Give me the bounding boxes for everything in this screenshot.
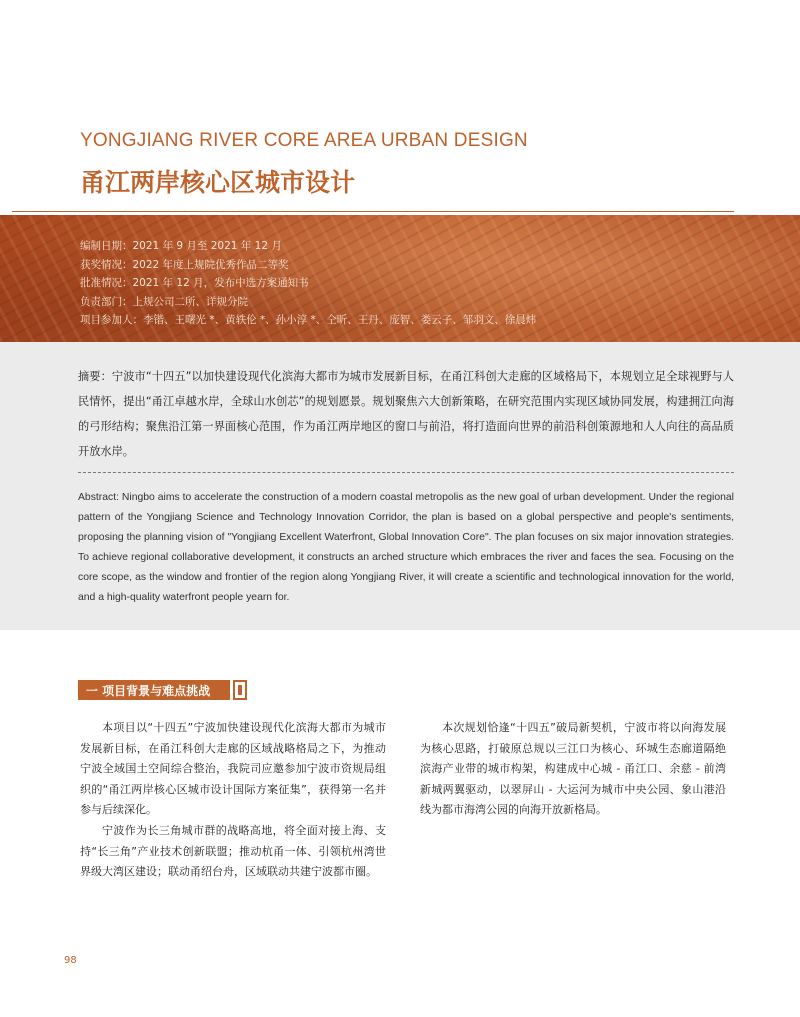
bracket-icon <box>233 680 247 700</box>
english-title: YONGJIANG RIVER CORE AREA URBAN DESIGN <box>80 130 528 151</box>
body-paragraph: 宁波作为长三角城市群的战略高地，将全面对接上海、支持“长三角”产业技术创新联盟；推动杭甬一体、引领杭州湾世界级大湾区建设；联动甬绍台舟，区域联动共建宁波都市圈。 <box>80 823 386 879</box>
abstract-english: Abstract: Ningbo aims to accelerate the construction of a modern coastal metropolis as the new goal of urban development. Under the regional pattern of the Yongjiang Science and Technology Innovation Corridor, the plan is based on a global perspective and people's sentiments, proposing the planning vision of "Yongjiang Excellent Waterfront, Global Innovation Core". The plan focuses on six major innovation strategies. To achieve regional collaborative development, it constructs an arched structure which embraces the river and faces the sea. Focusing on the core scope, as the window and frontier of the region along Yongjiang River, it will create a scientific and technological innovation for the world, and a high-quality waterfront people yearn for. <box>78 492 734 603</box>
section-heading-text: 一 项目背景与难点挑战 <box>86 684 211 698</box>
info-participants: 项目参加人：李锴、王曙光 *、黄轶伦 *、孙小淳 *、仝昕、王丹、庞智、娄云子、邹羽文、徐晨炜 <box>80 314 537 327</box>
project-info-list <box>80 237 536 330</box>
abstract-divider <box>78 472 734 473</box>
project-info-banner <box>0 215 800 342</box>
body-paragraph: 本项目以“十四五”宁波加快建设现代化滨海大都市为城市发展新目标，在甬江科创大走廊的区域战略格局之下，为推动宁波全域国土空间综合整治，我院司应邀参加宁波市资规局组织的“甬江两岸核心区城市设计国际方案征集”，获得第一名并参与后续深化。 <box>80 721 386 817</box>
body-left-column <box>80 718 386 883</box>
title-divider <box>12 211 734 212</box>
info-approval: 批准情况：2021 年 12 月，发布中选方案通知书 <box>80 277 309 290</box>
chinese-title: 甬江两岸核心区城市设计 <box>80 168 356 197</box>
body-paragraph: 本次规划恰逢“十四五”破局新契机，宁波市将以向海发展为核心思路，打破原总规以三江口为核心、环城生态廊道隔绝滨海产业带的城市构架，构建成中心城 - 甬江口、余慈 - 前湾新城两翼驱动，以翠屏山 - 大运河为城市中央公园、象山港沿线为都市海湾公园的向海开放新格局。 <box>420 721 726 817</box>
info-award: 获奖情况：2022 年度上规院优秀作品二等奖 <box>80 258 289 271</box>
info-compile-date: 编制日期：2021 年 9 月至 2021 年 12 月 <box>80 240 282 252</box>
abstract-section <box>0 342 800 630</box>
info-department: 负责部门：上规公司二所、详规分院 <box>80 295 248 308</box>
body-right-column <box>420 718 726 821</box>
abstract-chinese: 摘要：宁波市“十四五”以加快建设现代化滨海大都市为城市发展新目标，在甬江科创大走廊的区域格局下，本规划立足全球视野与人民情怀，提出“甬江卓越水岸，全球山水创芯”的规划愿景。规划聚焦六大创新策略，在研究范围内实现区域协同发展，构建拥江向海的弓形结构；聚焦沿江第一界面核心范围，作为甬江两岸地区的窗口与前沿，将打造面向世界的前沿科创策源地和人人向往的高品质开放水岸。 <box>78 370 734 458</box>
page-number: 98 <box>64 955 77 966</box>
